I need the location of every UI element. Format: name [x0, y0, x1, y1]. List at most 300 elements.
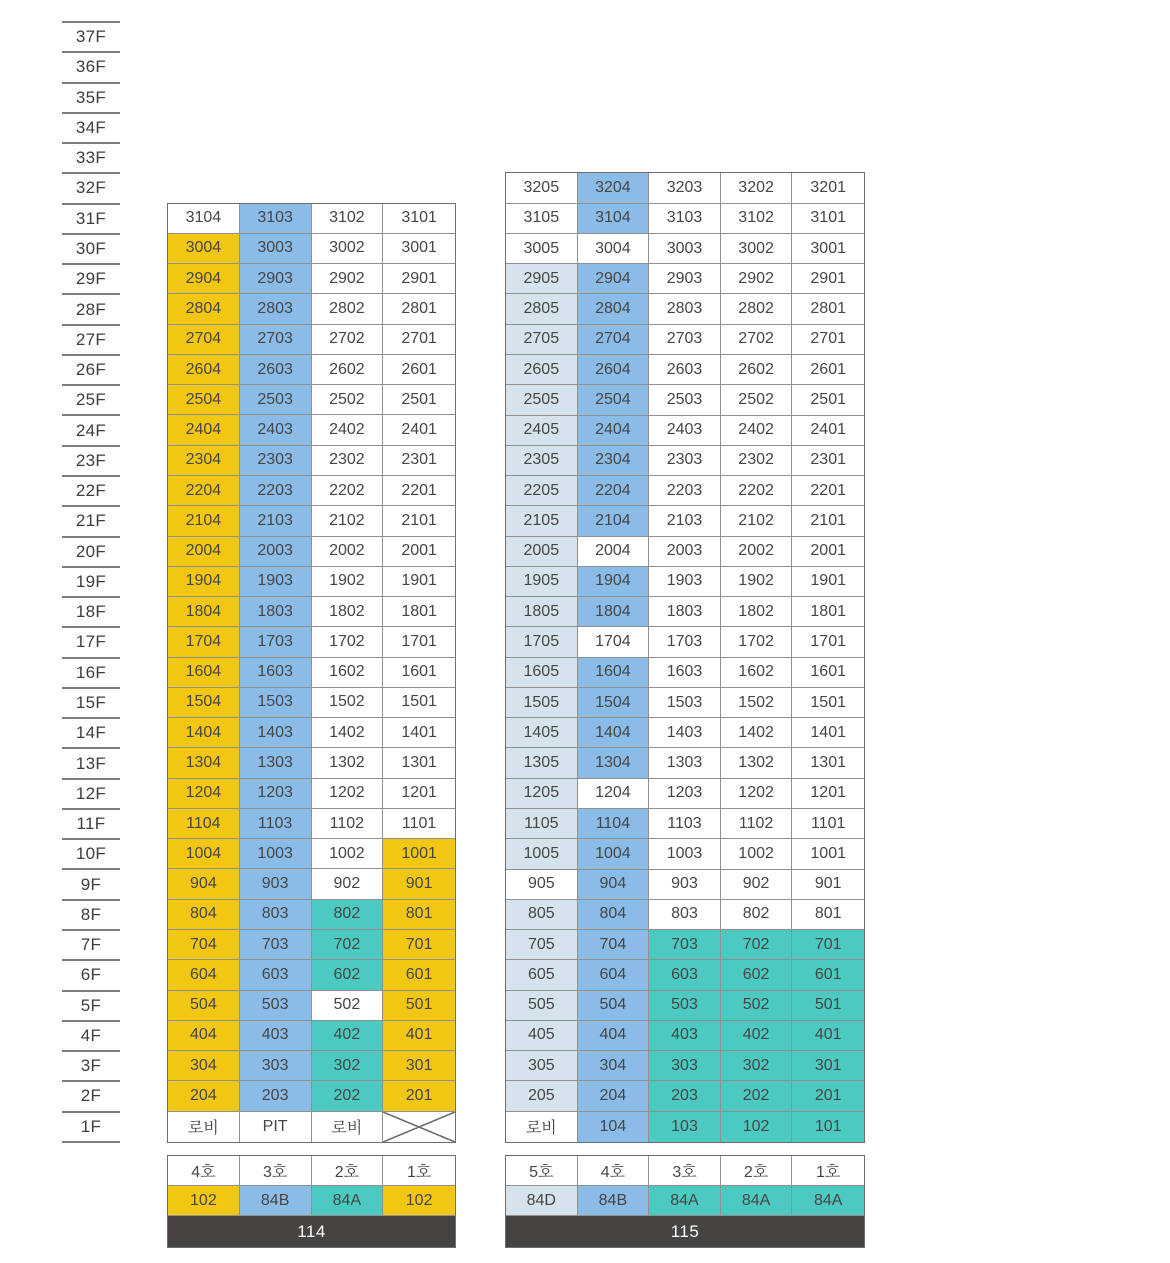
unit-cell[interactable]: 3204: [578, 173, 650, 203]
unit-cell[interactable]: 2004: [168, 537, 240, 567]
floor-label: 31F: [62, 203, 120, 233]
unit-cell[interactable]: 1904: [168, 567, 240, 597]
floor-label: 33F: [62, 142, 120, 172]
unit-cell[interactable]: 2504: [578, 385, 650, 415]
unit-cell[interactable]: 2904: [168, 264, 240, 294]
unit-cell: 2503: [649, 385, 721, 415]
unit-cell[interactable]: 303: [240, 1051, 312, 1081]
unit-cell[interactable]: 203: [649, 1081, 721, 1111]
unit-cell: 1102: [721, 809, 793, 839]
unit-cell[interactable]: 1403: [240, 718, 312, 748]
unit-cell: 3201: [792, 173, 864, 203]
unit-cell: 901: [792, 870, 864, 900]
unit-cell: 1801: [383, 597, 455, 627]
unit-cell: 1401: [792, 718, 864, 748]
unit-cell[interactable]: 204: [168, 1081, 240, 1111]
unit-cell[interactable]: 2105: [506, 506, 578, 536]
unit-cell: 2603: [649, 355, 721, 385]
unit-cell[interactable]: 1004: [168, 839, 240, 869]
unit-cell: 2702: [312, 325, 384, 355]
floor-label: 4F: [62, 1020, 120, 1050]
floor-label: 11F: [62, 808, 120, 838]
unit-cell: 1702: [721, 627, 793, 657]
unit-cell[interactable]: 2405: [506, 416, 578, 446]
unit-cell[interactable]: 801: [383, 900, 455, 930]
unit-cell: 3102: [312, 204, 384, 234]
unit-cell[interactable]: 705: [506, 930, 578, 960]
unit-cell[interactable]: 1504: [168, 688, 240, 718]
unit-cell: 3003: [649, 234, 721, 264]
unit-cell[interactable]: 303: [649, 1051, 721, 1081]
unit-cell[interactable]: 2304: [578, 446, 650, 476]
unit-cell: 1202: [721, 779, 793, 809]
unit-type-cell[interactable]: 84B: [578, 1186, 650, 1216]
unit-cell[interactable]: 103: [649, 1112, 721, 1142]
unit-cell[interactable]: 401: [383, 1021, 455, 1051]
floor-label: 2F: [62, 1080, 120, 1110]
unit-cell: 802: [721, 900, 793, 930]
lobby-cell: 로비: [168, 1112, 240, 1142]
unit-column-header: 3호: [649, 1156, 721, 1186]
pit-cell: PIT: [240, 1112, 312, 1142]
unit-cell[interactable]: 1605: [506, 658, 578, 688]
unit-cell[interactable]: 2003: [240, 537, 312, 567]
unit-type-cell[interactable]: 84A: [721, 1186, 793, 1216]
unit-cell[interactable]: 1905: [506, 567, 578, 597]
unit-cell[interactable]: 805: [506, 900, 578, 930]
unit-cell: 2003: [649, 537, 721, 567]
unit-cell[interactable]: 1304: [578, 748, 650, 778]
floor-label: 21F: [62, 505, 120, 535]
unit-cell[interactable]: 703: [240, 930, 312, 960]
unit-cell[interactable]: 305: [506, 1051, 578, 1081]
building-114-number-bar: 114: [168, 1216, 455, 1247]
floor-label: 3F: [62, 1050, 120, 1080]
unit-cell[interactable]: 2604: [578, 355, 650, 385]
unit-cell: 2601: [383, 355, 455, 385]
unit-cell[interactable]: 504: [168, 991, 240, 1021]
unit-cell: 3005: [506, 234, 578, 264]
unit-cell[interactable]: 904: [578, 870, 650, 900]
unit-cell: 3102: [721, 204, 793, 234]
unit-cell: 2201: [792, 476, 864, 506]
floor-label: 26F: [62, 354, 120, 384]
unit-cell: 1702: [312, 627, 384, 657]
unit-cell: 3103: [649, 204, 721, 234]
unit-cell: 2303: [649, 446, 721, 476]
unit-cell[interactable]: 701: [792, 930, 864, 960]
unit-cell[interactable]: 1803: [240, 597, 312, 627]
floor-label: 36F: [62, 51, 120, 81]
unit-cell[interactable]: 202: [721, 1081, 793, 1111]
unit-cell[interactable]: 604: [168, 960, 240, 990]
unit-cell[interactable]: 501: [383, 991, 455, 1021]
unit-cell[interactable]: 604: [578, 960, 650, 990]
unit-cell[interactable]: 1903: [240, 567, 312, 597]
unit-column-header: 4호: [578, 1156, 650, 1186]
unit-cell[interactable]: 405: [506, 1021, 578, 1051]
unit-cell: 1201: [792, 779, 864, 809]
floor-label: 28F: [62, 293, 120, 323]
unit-cell[interactable]: 102: [721, 1112, 793, 1142]
unit-cell[interactable]: 3103: [240, 204, 312, 234]
unit-cell: 1302: [312, 748, 384, 778]
unit-cell: 1601: [792, 658, 864, 688]
unit-cell[interactable]: 1004: [578, 839, 650, 869]
unit-cell: 2602: [312, 355, 384, 385]
unit-cell[interactable]: 403: [240, 1021, 312, 1051]
floor-label: 20F: [62, 536, 120, 566]
unit-cell[interactable]: 2905: [506, 264, 578, 294]
unit-cell[interactable]: 1404: [578, 718, 650, 748]
floor-label: 35F: [62, 82, 120, 112]
unit-cell: 1403: [649, 718, 721, 748]
unit-cell[interactable]: 1304: [168, 748, 240, 778]
floor-label: 19F: [62, 566, 120, 596]
floor-label: 16F: [62, 657, 120, 687]
unit-cell: 1204: [578, 779, 650, 809]
unit-cell: 2004: [578, 537, 650, 567]
unit-cell[interactable]: 1003: [240, 839, 312, 869]
unit-cell[interactable]: 703: [649, 930, 721, 960]
unit-cell: 1801: [792, 597, 864, 627]
unit-cell: 2202: [721, 476, 793, 506]
unit-cell[interactable]: 1204: [168, 779, 240, 809]
unit-cell: 1602: [721, 658, 793, 688]
unit-cell[interactable]: 701: [383, 930, 455, 960]
unit-cell: 1602: [312, 658, 384, 688]
unit-cell: 1003: [649, 839, 721, 869]
unit-cell: 2701: [383, 325, 455, 355]
floor-label: 27F: [62, 324, 120, 354]
unit-cell: 1701: [383, 627, 455, 657]
unit-cell: 3104: [168, 204, 240, 234]
unit-cell[interactable]: 2605: [506, 355, 578, 385]
unit-cell[interactable]: 2304: [168, 446, 240, 476]
unit-cell[interactable]: 2505: [506, 385, 578, 415]
unit-cell: 1302: [721, 748, 793, 778]
unit-type-cell[interactable]: 84A: [792, 1186, 864, 1216]
unit-type-cell[interactable]: 102: [383, 1186, 455, 1216]
unit-cell: 1704: [578, 627, 650, 657]
unit-cell[interactable]: 401: [792, 1021, 864, 1051]
floor-scale-baseline: [62, 1141, 120, 1143]
unit-cell: 3002: [312, 234, 384, 264]
unit-cell[interactable]: 3004: [168, 234, 240, 264]
unit-cell[interactable]: 1503: [240, 688, 312, 718]
unit-cell[interactable]: 602: [312, 960, 384, 990]
unit-cell: 2002: [312, 537, 384, 567]
unit-cell[interactable]: 702: [721, 930, 793, 960]
unit-cell[interactable]: 702: [312, 930, 384, 960]
unit-cell[interactable]: 2103: [240, 506, 312, 536]
unit-cell: 801: [792, 900, 864, 930]
unit-cell[interactable]: 901: [383, 869, 455, 899]
unit-cell[interactable]: 2204: [168, 476, 240, 506]
building-115-footer: [505, 1155, 865, 1248]
building-115-table: [505, 172, 865, 1143]
unit-cell: 1203: [649, 779, 721, 809]
floor-label: 12F: [62, 778, 120, 808]
unit-cell: 1103: [649, 809, 721, 839]
unit-cell[interactable]: 1704: [168, 627, 240, 657]
unit-cell[interactable]: 2703: [240, 325, 312, 355]
unit-cell: 3001: [383, 234, 455, 264]
unit-cell: 502: [312, 991, 384, 1021]
unit-type-cell[interactable]: 84A: [649, 1186, 721, 1216]
floor-label: 29F: [62, 263, 120, 293]
unit-cell[interactable]: 2904: [578, 264, 650, 294]
unit-cell: 1001: [792, 839, 864, 869]
unit-type-cell[interactable]: 84D: [506, 1186, 578, 1216]
unit-cell[interactable]: 501: [792, 991, 864, 1021]
unit-cell: 2701: [792, 325, 864, 355]
unit-cell: 1902: [312, 567, 384, 597]
unit-cell[interactable]: 304: [168, 1051, 240, 1081]
unit-cell: 2201: [383, 476, 455, 506]
unit-cell[interactable]: 301: [792, 1051, 864, 1081]
unit-cell[interactable]: 1705: [506, 627, 578, 657]
unit-cell[interactable]: 804: [578, 900, 650, 930]
unit-cell[interactable]: 1604: [578, 658, 650, 688]
unit-cell[interactable]: 2704: [578, 325, 650, 355]
unit-cell[interactable]: 1001: [383, 839, 455, 869]
unit-cell[interactable]: 1504: [578, 688, 650, 718]
unit-cell: 2401: [792, 416, 864, 446]
unit-cell[interactable]: 802: [312, 900, 384, 930]
unit-cell[interactable]: 2804: [168, 294, 240, 324]
unit-cell[interactable]: 2404: [168, 415, 240, 445]
unit-cell[interactable]: 1505: [506, 688, 578, 718]
unit-cell[interactable]: 1105: [506, 809, 578, 839]
unit-cell[interactable]: 201: [792, 1081, 864, 1111]
unit-cell: 2002: [721, 537, 793, 567]
unit-cell[interactable]: 1804: [578, 597, 650, 627]
unit-cell[interactable]: 603: [649, 960, 721, 990]
unit-cell[interactable]: 503: [649, 991, 721, 1021]
unit-cell: 2402: [721, 416, 793, 446]
unit-cell: 2102: [721, 506, 793, 536]
unit-cell[interactable]: 1603: [240, 658, 312, 688]
unit-cell: 2602: [721, 355, 793, 385]
unit-cell: 2502: [312, 385, 384, 415]
unit-cell[interactable]: 2604: [168, 355, 240, 385]
unit-cell[interactable]: 202: [312, 1081, 384, 1111]
unit-cell[interactable]: 304: [578, 1051, 650, 1081]
unit-cell: 2402: [312, 415, 384, 445]
unit-cell[interactable]: 1305: [506, 748, 578, 778]
unit-cell[interactable]: 2903: [240, 264, 312, 294]
unit-cell[interactable]: 3104: [578, 204, 650, 234]
unit-cell[interactable]: 505: [506, 991, 578, 1021]
unit-cell: 1603: [649, 658, 721, 688]
unit-cell[interactable]: 1703: [240, 627, 312, 657]
unit-cell: 2801: [383, 294, 455, 324]
unit-cell[interactable]: 2603: [240, 355, 312, 385]
floor-label: 18F: [62, 596, 120, 626]
unit-cell: 2502: [721, 385, 793, 415]
unit-cell: 2103: [649, 506, 721, 536]
unit-cell[interactable]: 502: [721, 991, 793, 1021]
unit-cell[interactable]: 1005: [506, 839, 578, 869]
unit-cell: 1703: [649, 627, 721, 657]
unit-cell[interactable]: 904: [168, 869, 240, 899]
unit-cell[interactable]: 704: [168, 930, 240, 960]
unit-cell[interactable]: 404: [578, 1021, 650, 1051]
unit-cell[interactable]: 601: [383, 960, 455, 990]
floor-label: 34F: [62, 112, 120, 142]
floor-label: 32F: [62, 172, 120, 202]
unit-cell[interactable]: 1804: [168, 597, 240, 627]
unit-cell: 1502: [312, 688, 384, 718]
unit-cell: 803: [649, 900, 721, 930]
unit-cell: 1902: [721, 567, 793, 597]
floor-label: 13F: [62, 747, 120, 777]
unit-cell[interactable]: 2303: [240, 446, 312, 476]
unit-cell[interactable]: 2404: [578, 416, 650, 446]
unit-cell[interactable]: 2805: [506, 294, 578, 324]
unit-cell[interactable]: 1404: [168, 718, 240, 748]
unit-cell[interactable]: 1103: [240, 809, 312, 839]
unit-cell[interactable]: 2005: [506, 537, 578, 567]
unit-cell[interactable]: 205: [506, 1081, 578, 1111]
unit-cell[interactable]: 402: [721, 1021, 793, 1051]
unit-cell: 2901: [383, 264, 455, 294]
unit-cell[interactable]: 1604: [168, 658, 240, 688]
unit-cell[interactable]: 2205: [506, 476, 578, 506]
unit-cell[interactable]: 1303: [240, 748, 312, 778]
unit-cell: 1301: [792, 748, 864, 778]
unit-cell[interactable]: 503: [240, 991, 312, 1021]
unit-cell: 3205: [506, 173, 578, 203]
floor-label: 25F: [62, 384, 120, 414]
unit-cell[interactable]: 2104: [578, 506, 650, 536]
unit-cell[interactable]: 104: [578, 1112, 650, 1142]
floor-label: 10F: [62, 838, 120, 868]
unit-cell[interactable]: 504: [578, 991, 650, 1021]
unit-type-cell[interactable]: 102: [168, 1186, 240, 1216]
floor-label: 14F: [62, 717, 120, 747]
unit-cell[interactable]: 301: [383, 1051, 455, 1081]
unit-cell: 1501: [383, 688, 455, 718]
unit-cell[interactable]: 203: [240, 1081, 312, 1111]
unit-cell[interactable]: 402: [312, 1021, 384, 1051]
unit-cell[interactable]: 3003: [240, 234, 312, 264]
unit-cell[interactable]: 2503: [240, 385, 312, 415]
unit-cell: 2202: [312, 476, 384, 506]
unit-column-header: 1호: [792, 1156, 864, 1186]
unit-cell[interactable]: 2203: [240, 476, 312, 506]
unit-cell: 1601: [383, 658, 455, 688]
unit-cell[interactable]: 2403: [240, 415, 312, 445]
unit-type-cell[interactable]: 84A: [312, 1186, 384, 1216]
unit-cell: 2401: [383, 415, 455, 445]
unit-cell: 3203: [649, 173, 721, 203]
unit-cell: 2403: [649, 416, 721, 446]
unit-cell[interactable]: 1203: [240, 779, 312, 809]
unit-cell: 2901: [792, 264, 864, 294]
unit-cell: 1303: [649, 748, 721, 778]
unit-cell[interactable]: 2705: [506, 325, 578, 355]
unit-cell[interactable]: 1104: [578, 809, 650, 839]
unit-cell[interactable]: 2305: [506, 446, 578, 476]
unit-cell[interactable]: 101: [792, 1112, 864, 1142]
unit-cell[interactable]: 2204: [578, 476, 650, 506]
unit-cell[interactable]: 2803: [240, 294, 312, 324]
unit-cell: 1101: [383, 809, 455, 839]
unit-cell: 902: [721, 870, 793, 900]
unit-cell[interactable]: 704: [578, 930, 650, 960]
unit-cell: 3101: [792, 204, 864, 234]
unit-cell: 2802: [721, 294, 793, 324]
unit-cell: 3101: [383, 204, 455, 234]
unit-cell: 1202: [312, 779, 384, 809]
unit-cell: 2803: [649, 294, 721, 324]
unit-cell[interactable]: 1205: [506, 779, 578, 809]
unit-cell[interactable]: 404: [168, 1021, 240, 1051]
unit-cell: 2001: [792, 537, 864, 567]
floor-label: 22F: [62, 475, 120, 505]
unit-cell[interactable]: 204: [578, 1081, 650, 1111]
unit-cell[interactable]: 2804: [578, 294, 650, 324]
building-114-footer-grid: [168, 1156, 455, 1216]
unit-cell[interactable]: 603: [240, 960, 312, 990]
unit-cell[interactable]: 1405: [506, 718, 578, 748]
unit-cell[interactable]: 601: [792, 960, 864, 990]
unit-cell: 2101: [383, 506, 455, 536]
floor-label: 8F: [62, 899, 120, 929]
unit-cell: 2902: [721, 264, 793, 294]
unit-cell[interactable]: 903: [240, 869, 312, 899]
unit-cell[interactable]: 2104: [168, 506, 240, 536]
floor-label: 30F: [62, 233, 120, 263]
unit-cell[interactable]: 803: [240, 900, 312, 930]
unit-cell[interactable]: 2504: [168, 385, 240, 415]
unit-cell: 1402: [312, 718, 384, 748]
building-114-table: [167, 203, 456, 1143]
unit-type-cell[interactable]: 84B: [240, 1186, 312, 1216]
unit-cell: 1502: [721, 688, 793, 718]
unit-cell[interactable]: 804: [168, 900, 240, 930]
unit-cell: 2601: [792, 355, 864, 385]
unit-cell[interactable]: 201: [383, 1081, 455, 1111]
floor-label: 17F: [62, 626, 120, 656]
unit-cell: 2903: [649, 264, 721, 294]
lobby-cell: 로비: [506, 1112, 578, 1142]
unit-cell[interactable]: 1805: [506, 597, 578, 627]
lobby-cell: 로비: [312, 1112, 384, 1142]
unit-cell: 2801: [792, 294, 864, 324]
unit-cell: 2802: [312, 294, 384, 324]
unit-cell[interactable]: 605: [506, 960, 578, 990]
unit-cell[interactable]: 2704: [168, 325, 240, 355]
unit-cell[interactable]: 302: [721, 1051, 793, 1081]
unit-cell: 1903: [649, 567, 721, 597]
unit-cell[interactable]: 1904: [578, 567, 650, 597]
unit-cell[interactable]: 1104: [168, 809, 240, 839]
unit-cell: 1101: [792, 809, 864, 839]
unit-cell[interactable]: 403: [649, 1021, 721, 1051]
unit-cell: 1102: [312, 809, 384, 839]
unit-cell[interactable]: 602: [721, 960, 793, 990]
unit-cell[interactable]: 302: [312, 1051, 384, 1081]
building-115-grid: [506, 173, 864, 1142]
floor-label: 24F: [62, 414, 120, 444]
unit-cell: 1002: [312, 839, 384, 869]
unit-cell: 1802: [721, 597, 793, 627]
building-114-footer: [167, 1155, 456, 1248]
unit-cell: 1803: [649, 597, 721, 627]
